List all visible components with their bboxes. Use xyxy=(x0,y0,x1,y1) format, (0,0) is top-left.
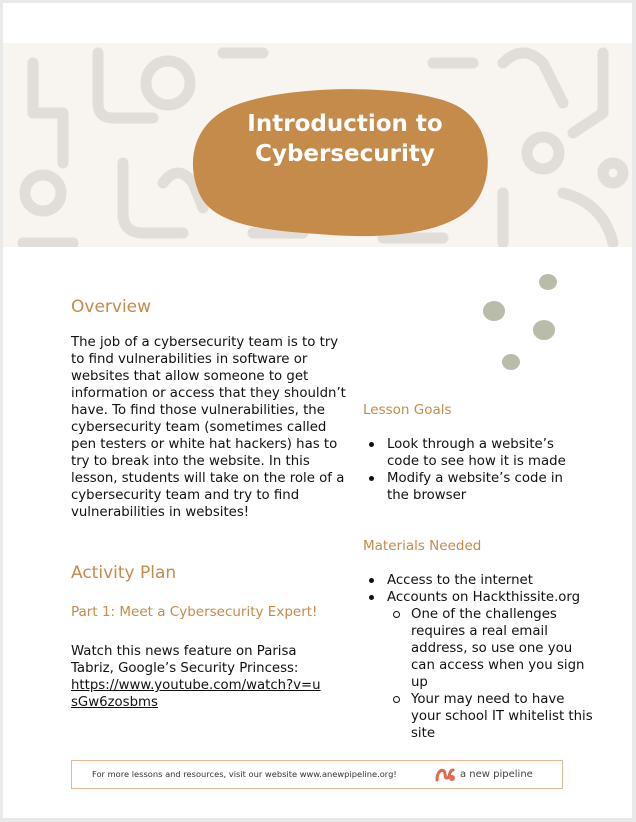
footer-box xyxy=(71,760,563,789)
anewpipeline-logo xyxy=(434,765,552,785)
lesson-goals-list xyxy=(363,436,578,504)
list-item-label: Accounts on Hackthissite.org xyxy=(387,590,581,605)
document-page xyxy=(3,3,632,818)
materials-sublist xyxy=(387,606,593,742)
logo-mark-icon xyxy=(434,766,456,784)
part1-heading: Part 1: Meet a Cybersecurity Expert! xyxy=(71,604,318,620)
title-line-1: Introduction to xyxy=(247,111,443,137)
list-item: Access to the internet xyxy=(363,572,593,589)
list-item: Look through a website’s code to see how it is made xyxy=(363,436,578,470)
footer-text: For more lessons and resources, visit our website www.anewpipeline.org! xyxy=(92,769,397,779)
youtube-link[interactable]: https://www.youtube.com/watch?v=usGw6zosbms xyxy=(71,678,321,710)
decorative-dots xyxy=(481,269,561,379)
sub-list-item: Your may need to have your school IT whitelist this site xyxy=(387,691,593,742)
page-title xyxy=(211,109,479,169)
part1-content xyxy=(71,643,321,711)
header-banner xyxy=(3,43,632,247)
list-item: Modify a website’s code in the browser xyxy=(363,470,578,504)
activity-plan-heading: Activity Plan xyxy=(71,563,177,583)
overview-heading: Overview xyxy=(71,297,152,317)
lesson-goals-heading: Lesson Goals xyxy=(363,402,452,418)
list-item xyxy=(363,589,593,742)
title-line-2: Cybersecurity xyxy=(255,141,435,167)
logo-text: a new pipeline xyxy=(460,769,533,780)
materials-list xyxy=(363,572,593,742)
materials-heading: Materials Needed xyxy=(363,538,482,554)
overview-text: The job of a cybersecurity team is to try to find vulnerabilities in software or websites that allow someone to get information or access that they shouldn’t have. To find those vulnerabilities, the cybersecurity team (sometimes called pen testers or white hat hackers) has to try to break into the website. In this lesson, students will take on the role of a cybersecurity team and try to find vulnerabilities in websites! xyxy=(71,335,346,520)
part1-text: Watch this news feature on Parisa Tabriz, Google’s Security Princess: xyxy=(71,644,299,676)
sub-list-item: One of the challenges requires a real email address, so use one you can access when you sign up xyxy=(387,606,593,691)
